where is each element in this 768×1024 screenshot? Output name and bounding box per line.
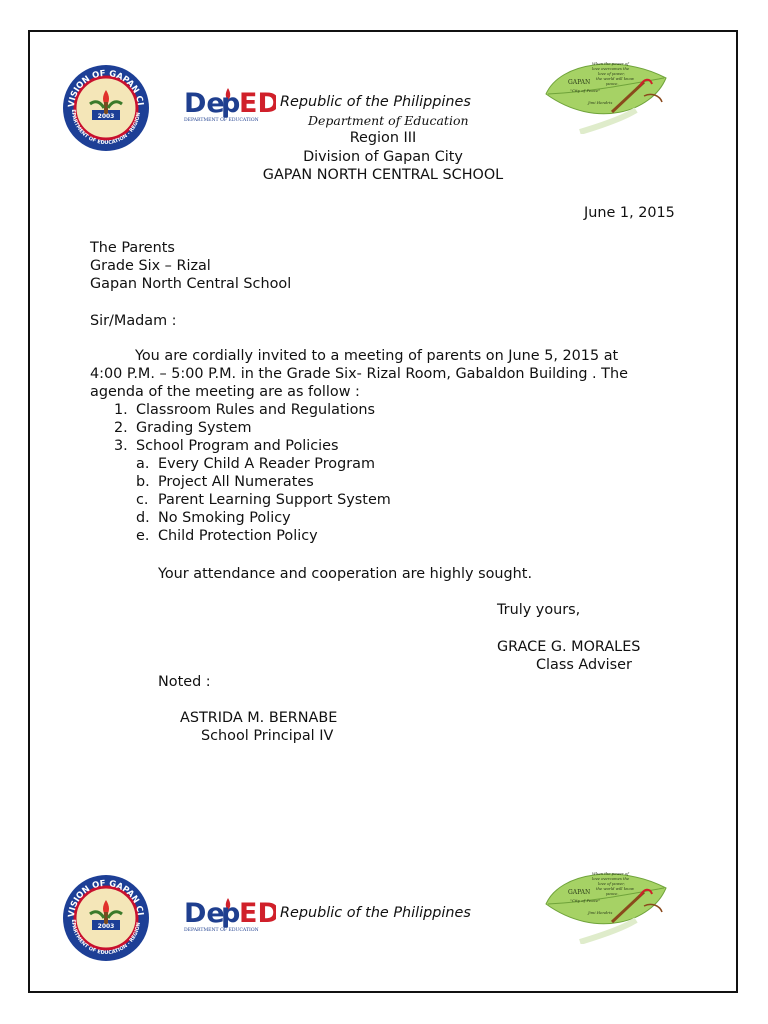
department-heading: Department of Education — [308, 113, 469, 128]
body-line-1: You are cordially invited to a meeting of parents on June 5, 2015 at — [135, 348, 619, 364]
svg-text:ED: ED — [239, 898, 276, 929]
sub-item-letter: e. — [136, 528, 150, 544]
seal-top-text: VISION OF GAPAN CI — [66, 68, 145, 108]
seal-top-text-footer: VISION OF GAPAN CI — [66, 878, 145, 918]
agenda-text: School Program and Policies — [136, 438, 339, 454]
deped-logo-footer — [184, 896, 276, 938]
leaf-line-1: When the power of — [592, 61, 629, 66]
recipient-line-3: Gapan North Central School — [90, 276, 292, 292]
agenda-number: 3. — [114, 438, 128, 454]
noted-title: School Principal IV — [201, 728, 334, 744]
noted-label: Noted : — [158, 674, 211, 690]
gapan-leaf-logo — [540, 56, 670, 138]
svg-text:De: De — [184, 88, 225, 119]
leaf-title-footer: GAPAN — [568, 889, 591, 896]
leaf-line-1-footer: When the power of — [592, 871, 629, 876]
leaf-title: GAPAN — [568, 79, 591, 86]
leaf-line-4-footer: the world will know — [596, 886, 635, 891]
svg-text:p: p — [221, 898, 241, 929]
division-seal-logo-footer — [62, 874, 150, 966]
leaf-line-5: peace. — [606, 81, 619, 86]
region-heading: Region III — [349, 130, 417, 146]
complimentary-close: Truly yours, — [497, 602, 581, 618]
agenda-item — [114, 419, 128, 437]
agenda-text: Classroom Rules and Regulations — [136, 402, 376, 418]
body-line-3: agenda of the meeting are as follow : — [90, 384, 360, 400]
division-seal-logo — [62, 64, 150, 156]
sub-item-text: Child Protection Policy — [158, 528, 318, 544]
agenda-text: Grading System — [136, 420, 252, 436]
sub-item-letter: a. — [136, 456, 150, 472]
sub-item-text: Project All Numerates — [158, 474, 314, 490]
seal-bottom-text-footer: EPARTMENT OF EDUCATION - REGION — [69, 919, 142, 957]
republic-heading: Republic of the Philippines — [280, 94, 471, 110]
body-line-2: 4:00 P.M. – 5:00 P.M. in the Grade Six- Rizal Room, Gabaldon Building . The — [90, 366, 628, 382]
letter-page — [28, 30, 738, 993]
svg-text:p: p — [221, 88, 241, 119]
leaf-signature: Jimi Hendrix — [588, 100, 613, 105]
agenda-number: 1. — [114, 402, 128, 418]
svg-text:ED: ED — [239, 88, 276, 119]
recipient-line-2: Grade Six – Rizal — [90, 258, 211, 274]
letter-date: June 1, 2015 — [584, 205, 675, 221]
noted-name: ASTRIDA M. BERNABE — [180, 710, 338, 726]
sub-item-text: Every Child A Reader Program — [158, 456, 375, 472]
seal-bottom-text: EPARTMENT OF EDUCATION - REGION — [69, 109, 142, 147]
sub-item-letter: b. — [136, 474, 150, 490]
sub-item-text: No Smoking Policy — [158, 510, 291, 526]
footer-republic-heading: Republic of the Philippines — [280, 905, 471, 921]
leaf-line-3-footer: love of power, — [598, 881, 625, 886]
leaf-signature-footer: Jimi Hendrix — [588, 910, 613, 915]
leaf-line-2-footer: love overcomes the — [592, 876, 630, 881]
leaf-slogan: "City of Peace" — [570, 88, 601, 93]
signatory-name: GRACE G. MORALES — [497, 639, 641, 655]
sub-item-letter: d. — [136, 510, 150, 526]
agenda-item — [114, 437, 128, 455]
seal-year: 2003 — [97, 113, 115, 120]
sub-item-letter: c. — [136, 492, 149, 508]
deped-caption-footer: DEPARTMENT OF EDUCATION — [184, 928, 259, 933]
closing-line: Your attendance and cooperation are highly sought. — [158, 566, 533, 582]
division-heading: Division of Gapan City — [303, 149, 463, 165]
signatory-title: Class Adviser — [536, 657, 632, 673]
svg-text:De: De — [184, 898, 225, 929]
sub-item-text: Parent Learning Support System — [158, 492, 391, 508]
gapan-leaf-logo-footer — [540, 866, 670, 948]
deped-logo — [184, 86, 276, 128]
agenda-item — [114, 401, 128, 419]
recipient-line-1: The Parents — [90, 240, 175, 256]
seal-year-footer: 2003 — [97, 923, 115, 930]
leaf-line-2: love overcomes the — [592, 66, 630, 71]
leaf-line-5-footer: peace. — [606, 891, 619, 896]
school-heading: GAPAN NORTH CENTRAL SCHOOL — [262, 167, 504, 183]
leaf-line-3: love of power, — [598, 71, 625, 76]
agenda-number: 2. — [114, 420, 128, 436]
deped-caption: DEPARTMENT OF EDUCATION — [184, 118, 259, 123]
leaf-slogan-footer: "City of Peace" — [570, 898, 601, 903]
leaf-line-4: the world will know — [596, 76, 635, 81]
salutation: Sir/Madam : — [90, 313, 177, 329]
